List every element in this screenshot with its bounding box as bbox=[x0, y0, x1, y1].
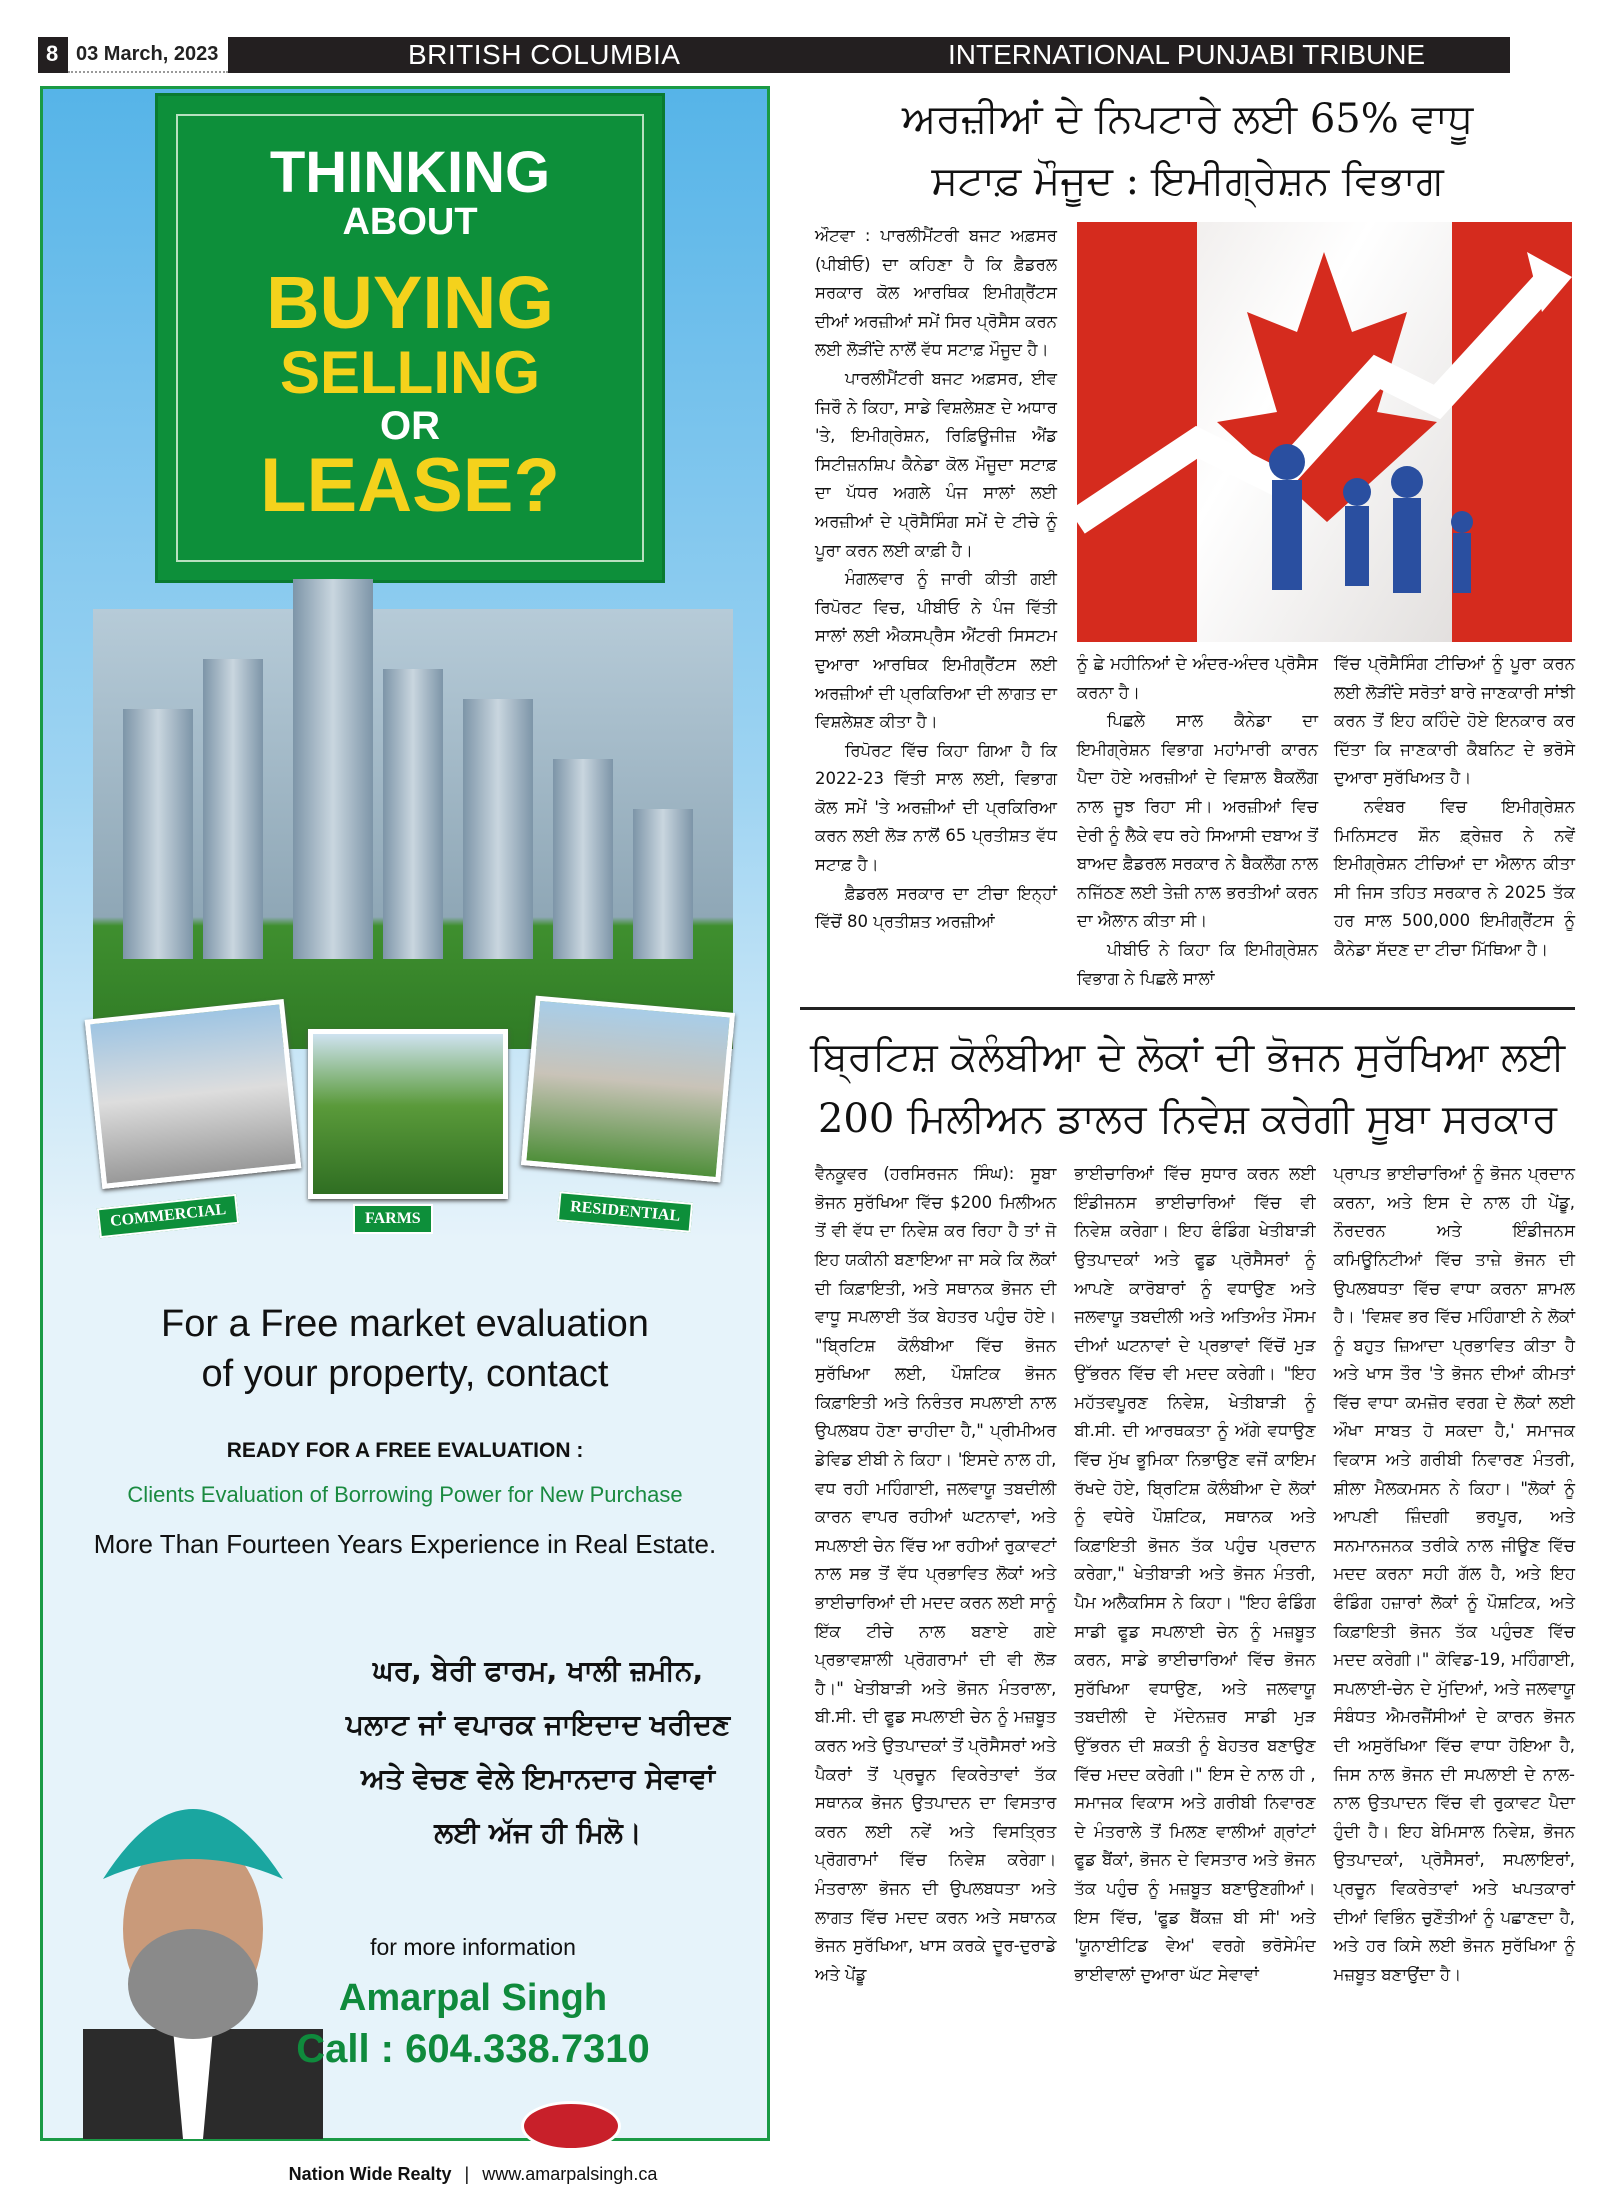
footer-company: Nation Wide Realty bbox=[288, 2164, 452, 2184]
paragraph: ਨਵੰਬਰ ਵਿਚ ਇਮੀਗ੍ਰੇਸ਼ਨ ਮਿਨਿਸਟਰ ਸ਼ੌਨ ਫ਼੍ਰੇਜ਼ਰ ਨੇ ਨਵੇਂ ਇਮੀਗ੍ਰੇਸ਼ਨ ਟੀਚਿਆਂ ਦਾ ਐਲਾਨ ਕੀਤਾ ਸੀ ਜਿਸ ਤਹਿਤ ਸਰਕਾਰ ਨੇ 2025 ਤੱਕ ਹਰ ਸਾਲ 500,000 ਇਮੀਗ੍ਰੈਂਟਸ ਨੂੰ ਕੈਨੇਡਾ ਸੱਦਣ ਦਾ ਟੀਚਾ ਮਿੱਥਿਆ ਹੈ। bbox=[1334, 796, 1575, 959]
experience-line: More Than Fourteen Years Experience in Real Estate. bbox=[93, 1529, 717, 1559]
ad-headline-2: ABOUT bbox=[342, 201, 478, 243]
ready-evaluation: READY FOR A FREE EVALUATION : bbox=[226, 1439, 584, 1462]
paragraph: ਔਟਵਾ : ਪਾਰਲੀਮੈਂਟਰੀ ਬਜਟ ਅਫ਼ਸਰ (ਪੀਬੀਓ) ਦਾ ਕਹਿਣਾ ਹੈ ਕਿ ਫ਼ੈਡਰਲ ਸਰਕਾਰ ਕੋਲ ਆਰਥਿਕ ਇਮੀਗ੍ਰੈਂਟਸ ਦੀਆਂ ਅਰਜ਼ੀਆਂ ਸਮੇਂ ਸਿਰ ਪ੍ਰੋਸੈਸ ਕਰਨ ਲਈ ਲੋੜੀਂਦੇ ਨਾਲੋਂ ਵੱਧ ਸਟਾਫ਼ ਮੌਜੂਦ ਹੈ। bbox=[815, 226, 1057, 360]
article1-headline bbox=[800, 88, 1575, 212]
paragraph: ਪਾਰਲੀਮੈਂਟਰੀ ਬਜਟ ਅਫ਼ਸਰ, ਈਵ ਜਿਰੌ ਨੇ ਕਿਹਾ, ਸਾਡੇ ਵਿਸ਼ਲੇਸ਼ਣ ਦੇ ਅਧਾਰ 'ਤੇ, ਇਮੀਗ੍ਰੇਸ਼ਨ, ਰਿਫ਼ਿਊਜੀਜ਼ ਐਂਡ ਸਿਟੀਜ਼ਨਸ਼ਿਪ ਕੈਨੇਡਾ ਕੋਲ ਮੌਜੂਦਾ ਸਟਾਫ਼ ਦਾ ਪੱਧਰ ਅਗਲੇ ਪੰਜ ਸਾਲਾਂ ਲਈ ਅਰਜ਼ੀਆਂ ਦੇ ਪ੍ਰੋਸੈਸਿੰਗ ਸਮੇਂ ਦੇ ਟੀਚੇ ਨੂੰ ਪੂਰਾ ਕਰਨ ਲਈ ਕਾਫ਼ੀ ਹੈ। bbox=[815, 368, 1057, 560]
ad-punjabi-line: ਲਈ ਅੱਜ ਹੀ ਮਿਲੋ। bbox=[434, 1816, 642, 1849]
paragraph: ਮੰਗਲਵਾਰ ਨੂੰ ਜਾਰੀ ਕੀਤੀ ਗਈ ਰਿਪੋਰਟ ਵਿਚ, ਪੀਬੀਓ ਨੇ ਪੰਜ ਵਿੱਤੀ ਸਾਲਾਂ ਲਈ ਐਕਸਪ੍ਰੈਸ ਐਂਟਰੀ ਸਿਸਟਮ ਦੁਆਰਾ ਆਰਥਿਕ ਇਮੀਗ੍ਰੈਂਟਸ ਲਈ ਅਰਜ਼ੀਆਂ ਦੀ ਪ੍ਰਕਿਰਿਆ ਦੀ ਲਾਗਤ ਦਾ ਵਿਸ਼ਲੇਸ਼ਣ ਕੀਤਾ ਹੈ। bbox=[815, 569, 1057, 732]
ad-sign bbox=[155, 93, 665, 583]
page-header bbox=[38, 37, 1510, 73]
ad-headline-6: LEASE? bbox=[260, 443, 560, 529]
page-number: 8 bbox=[46, 41, 59, 66]
label-farms: FARMS bbox=[353, 1204, 433, 1234]
label-residential: RESIDENTIAL bbox=[557, 1191, 693, 1233]
paragraph: ਵੈਨਕੂਵਰ (ਹਰਸਿਰਜਨ ਸਿੰਘ): ਸੂਬਾ ਭੋਜਨ ਸੁਰੱਖਿਆ ਵਿੱਚ $200 ਮਿਲੀਅਨ ਤੋਂ ਵੀ ਵੱਧ ਦਾ ਨਿਵੇਸ਼ ਕਰ ਰਿਹਾ ਹੈ ਤਾਂ ਜੋ ਇਹ ਯਕੀਨੀ ਬਣਾਇਆ ਜਾ ਸਕੇ ਕਿ ਲੋਕਾਂ ਦੀ ਕਿਫ਼ਾਇਤੀ, ਅਤੇ ਸਥਾਨਕ ਭੋਜਨ ਦੀ ਵਾਧੂ ਸਪਲਾਈ ਤੱਕ ਬੇਹਤਰ ਪਹੁੰਚ ਹੋਏ। "ਬ੍ਰਿਟਿਸ਼ ਕੋਲੰਬੀਆ ਵਿੱਚ ਭੋਜਨ ਸੁਰੱਖਿਆ ਲਈ, ਪੌਸ਼ਟਿਕ ਭੋਜਨ ਕਿਫ਼ਾਇਤੀ ਅਤੇ ਨਿਰੰਤਰ ਸਪਲਾਈ ਨਾਲ ਉਪਲਬਧ ਹੋਣਾ ਚਾਹੀਦਾ ਹੈ," ਪ੍ਰੀਮੀਅਰ ਡੇਵਿਡ ਈਬੀ ਨੇ ਕਿਹਾ। 'ਇਸਦੇ ਨਾਲ ਹੀ, ਵਧ ਰਹੀ ਮਹਿੰਗਾਈ, ਜਲਵਾਯੂ ਤਬਦੀਲੀ ਕਾਰਨ ਵਾਪਰ ਰਹੀਆਂ ਘਟਨਾਵਾਂ, ਅਤੇ ਸਪਲਾਈ ਚੇਨ ਵਿੱਚ ਆ ਰਹੀਆਂ ਰੁਕਾਵਟਾਂ ਨਾਲ ਸਭ ਤੋਂ ਵੱਧ ਪ੍ਰਭਾਵਿਤ ਲੋਕਾਂ ਅਤੇ ਭਾਈਚਾਰਿਆਂ ਦੀ ਮਦਦ ਕਰਨ ਲਈ ਸਾਨੂੰ ਇੱਕ ਟੀਚੇ ਨਾਲ ਬਣਾਏ ਗਏ ਪ੍ਰਭਾਵਸ਼ਾਲੀ ਪ੍ਰੋਗਰਾਮਾਂ ਦੀ ਵੀ ਲੋੜ ਹੈ।" ਖੇਤੀਬਾੜੀ ਅਤੇ ਭੋਜਨ ਮੰਤਰਾਲਾ, ਬੀ.ਸੀ. ਦੀ ਫੂਡ ਸਪਲਾਈ ਚੇਨ ਨੂੰ ਮਜ਼ਬੂਤ ਕਰਨ ਅਤੇ ਉਤਪਾਦਕਾਂ ਤੋਂ ਪ੍ਰੋਸੈਸਰਾਂ ਅਤੇ ਪੈਕਰਾਂ ਤੋਂ ਪ੍ਰਚੂਨ ਵਿਕਰੇਤਾਵਾਂ ਤੱਕ ਸਥਾਨਕ ਭੋਜਨ ਉਤਪਾਦਨ ਦਾ ਵਿਸਤਾਰ ਕਰਨ ਲਈ ਨਵੇਂ ਅਤੇ ਵਿਸਤ੍ਰਿਤ ਪ੍ਰੋਗਰਾਮਾਂ ਵਿੱਚ ਨਿਵੇਸ਼ ਕਰੇਗਾ। ਮੰਤਰਾਲਾ ਭੋਜਨ ਦੀ ਉਪਲਬਧਤਾ ਅਤੇ ਲਾਗਤ ਵਿੱਚ ਮਦਦ ਕਰਨ ਅਤੇ ਸਥਾਨਕ ਭੋਜਨ ਸੁਰੱਖਿਆ, ਖਾਸ ਕਰਕੇ ਦੂਰ-ਦੁਰਾਡੇ ਅਤੇ ਪੇਂਡੂ bbox=[815, 1164, 1057, 1984]
ad-headline-5: OR bbox=[380, 404, 440, 449]
real-estate-ad bbox=[40, 86, 770, 2184]
ad-headline-1: THINKING bbox=[269, 140, 551, 205]
issue-date: 03 March, 2023 bbox=[68, 37, 228, 73]
headline-line: ਸਟਾਫ਼ ਮੌਜੂਦ : ਇਮੀਗ੍ਰੇਸ਼ਨ ਵਿਭਾਗ bbox=[931, 158, 1444, 204]
article2-column-1 bbox=[815, 1160, 1056, 1989]
footer-separator: | bbox=[464, 2164, 470, 2184]
nationwide-logo bbox=[521, 2101, 621, 2151]
newspaper-name: INTERNATIONAL PUNJABI TRIBUNE bbox=[948, 39, 1426, 70]
article2-column-3 bbox=[1334, 1160, 1575, 1989]
paragraph: ਫ਼ੈਡਰਲ ਸਰਕਾਰ ਦਾ ਟੀਚਾ ਇਨ੍ਹਾਂ ਵਿੱਚੋਂ 80 ਪ੍ਰਤੀਸ਼ਤ ਅਰਜ਼ੀਆਂ bbox=[815, 883, 1057, 932]
ad-headline-3: BUYING bbox=[266, 260, 554, 344]
ad-punjabi-text bbox=[313, 1644, 763, 1860]
clients-evaluation: Clients Evaluation of Borrowing Power for New Purchase bbox=[127, 1482, 683, 1507]
article2-body bbox=[800, 1160, 1575, 1989]
headline-line: 200 ਮਿਲੀਅਨ ਡਾਲਰ ਨਿਵੇਸ਼ ਕਰੇਗੀ ਸੂਬਾ ਸਰਕਾਰ bbox=[817, 1096, 1558, 1143]
section-name: BRITISH COLUMBIA bbox=[408, 39, 681, 70]
city-skyline-image bbox=[93, 609, 733, 1049]
paragraph: ਭਾਈਚਾਰਿਆਂ ਵਿੱਚ ਸੁਧਾਰ ਕਰਨ ਲਈ ਇੰਡੀਜਨਸ ਭਾਈਚਾਰਿਆਂ ਵਿੱਚ ਵੀ ਨਿਵੇਸ਼ ਕਰੇਗਾ। ਇਹ ਫੰਡਿੰਗ ਖੇਤੀਬਾੜੀ ਉਤਪਾਦਕਾਂ ਅਤੇ ਫੂਡ ਪ੍ਰੋਸੈਸਰਾਂ ਨੂੰ ਆਪਣੇ ਕਾਰੋਬਾਰਾਂ ਨੂੰ ਵਧਾਉਣ ਅਤੇ ਜਲਵਾਯੂ ਤਬਦੀਲੀ ਅਤੇ ਅਤਿਅੰਤ ਮੌਸਮ ਦੀਆਂ ਘਟਨਾਵਾਂ ਦੇ ਪ੍ਰਭਾਵਾਂ ਵਿੱਚੋਂ ਮੁੜ ਉੱਭਰਨ ਵਿੱਚ ਵੀ ਮਦਦ ਕਰੇਗੀ। "ਇਹ ਮਹੱਤਵਪੂਰਣ ਨਿਵੇਸ਼, ਖੇਤੀਬਾੜੀ ਨੂੰ ਬੀ.ਸੀ. ਦੀ ਆਰਥਕਤਾ ਨੂੰ ਅੱਗੇ ਵਧਾਉਣ ਵਿੱਚ ਮੁੱਖ ਭੂਮਿਕਾ ਨਿਭਾਉਣ ਵਜੋਂ ਕਾਇਮ ਰੱਖਦੇ ਹੋਏ, ਬ੍ਰਿਟਿਸ਼ ਕੋਲੰਬੀਆ ਦੇ ਲੋਕਾਂ ਨੂੰ ਵਧੇਰੇ ਪੌਸ਼ਟਿਕ, ਸਥਾਨਕ ਅਤੇ ਕਿਫ਼ਾਇਤੀ ਭੋਜਨ ਤੱਕ ਪਹੁੰਚ ਪ੍ਰਦਾਨ ਕਰੇਗਾ," ਖੇਤੀਬਾੜੀ ਅਤੇ ਭੋਜਨ ਮੰਤਰੀ, ਪੈਮ ਅਲੈਕਸਿਸ ਨੇ ਕਿਹਾ। "ਇਹ ਫੰਡਿੰਗ ਸਾਡੀ ਫੂਡ ਸਪਲਾਈ ਚੇਨ ਨੂੰ ਮਜ਼ਬੂਤ ਕਰਨ, ਸਾਡੇ ਭਾਈਚਾਰਿਆਂ ਵਿੱਚ ਭੋਜਨ ਸੁਰੱਖਿਆ ਵਧਾਉਣ, ਅਤੇ ਜਲਵਾਯੂ ਤਬਦੀਲੀ ਦੇ ਮੱਦੇਨਜ਼ਰ ਸਾਡੀ ਮੁੜ ਉੱਭਰਨ ਦੀ ਸ਼ਕਤੀ ਨੂੰ ਬੇਹਤਰ ਬਣਾਉਣ ਵਿੱਚ ਮਦਦ ਕਰੇਗੀ।" ਇਸ ਦੇ ਨਾਲ ਹੀ , ਸਮਾਜਕ ਵਿਕਾਸ ਅਤੇ ਗਰੀਬੀ ਨਿਵਾਰਣ ਦੇ ਮੰਤਰਾਲੇ ਤੋਂ ਮਿਲਣ ਵਾਲੀਆਂ ਗ੍ਰਾਂਟਾਂ ਫੂਡ ਬੈਂਕਾਂ, ਭੋਜਨ ਦੇ ਵਿਸਤਾਰ ਅਤੇ ਭੋਜਨ ਤੱਕ ਪਹੁੰਚ ਨੂੰ ਮਜ਼ਬੂਤ ਬਣਾਉਣਗੀਆਂ। ਇਸ ਵਿੱਚ, 'ਫੂਡ ਬੈਂਕਜ਼ ਬੀ ਸੀ' ਅਤੇ 'ਯੂਨਾਈਟਿਡ ਵੇਅ' ਵਰਗੇ ਭਰੋਸੇਮੰਦ ਭਾਈਵਾਲਾਂ ਦੁਆਰਾ ਘੱਟ ਸੇਵਾਵਾਂ bbox=[1074, 1164, 1316, 1984]
footer-url[interactable]: www.amarpalsingh.ca bbox=[482, 2164, 658, 2184]
article2-headline bbox=[800, 1026, 1575, 1150]
more-info: for more information bbox=[370, 1934, 576, 1960]
article1-column-3 bbox=[1334, 650, 1575, 993]
agent-name: Amarpal Singh bbox=[338, 1977, 608, 2019]
commercial-photo bbox=[85, 999, 302, 1189]
article1-column-2 bbox=[1077, 650, 1318, 993]
ad-punjabi-line: ਪਲਾਟ ਜਾਂ ਵਪਾਰਕ ਜਾਇਦਾਦ ਖਰੀਦਣ bbox=[345, 1708, 731, 1741]
paragraph: ਵਿੱਚ ਪ੍ਰੋਸੈਸਿੰਗ ਟੀਚਿਆਂ ਨੂੰ ਪੂਰਾ ਕਰਨ ਲਈ ਲੋੜੀਂਦੇ ਸਰੋਤਾਂ ਬਾਰੇ ਜਾਣਕਾਰੀ ਸਾਂਝੀ ਕਰਨ ਤੋਂ ਇਹ ਕਹਿੰਦੇ ਹੋਏ ਇਨਕਾਰ ਕਰ ਦਿੱਤਾ ਕਿ ਜਾਣਕਾਰੀ ਕੈਬਨਿਟ ਦੇ ਭਰੋਸੇ ਦੁਆਰਾ ਸੁਰੱਖਿਅਤ ਹੈ। bbox=[1334, 654, 1575, 788]
label-commercial: COMMERCIAL bbox=[97, 1194, 240, 1239]
article1-body bbox=[800, 222, 1575, 993]
ad-punjabi-line: ਘਰ, ਬੇਰੀ ਫਾਰਮ, ਖਾਲੀ ਜ਼ਮੀਨ, bbox=[372, 1654, 704, 1687]
articles-area bbox=[800, 88, 1575, 1989]
headline-line: ਬ੍ਰਿਟਿਸ਼ ਕੋਲੰਬੀਆ ਦੇ ਲੋਕਾਂ ਦੀ ਭੋਜਨ ਸੁਰੱਖਿਆ ਲਈ bbox=[809, 1034, 1566, 1081]
residential-photo bbox=[521, 996, 735, 1183]
article2-column-2 bbox=[1074, 1160, 1315, 1989]
canada-immigration-image bbox=[1077, 222, 1572, 642]
headline-line: ਅਰਜ਼ੀਆਂ ਦੇ ਨਿਪਟਾਰੇ ਲਈ 65% ਵਾਧੂ bbox=[901, 96, 1474, 142]
article1-column-1 bbox=[815, 222, 1057, 993]
ad-punjabi-line: ਅਤੇ ਵੇਚਣ ਵੇਲੇ ਇਮਾਨਦਾਰ ਸੇਵਾਵਾਂ bbox=[361, 1762, 715, 1795]
farms-photo bbox=[308, 1029, 508, 1199]
paragraph: ਰਿਪੋਰਟ ਵਿੱਚ ਕਿਹਾ ਗਿਆ ਹੈ ਕਿ 2022-23 ਵਿੱਤੀ ਸਾਲ ਲਈ, ਵਿਭਾਗ ਕੋਲ ਸਮੇਂ 'ਤੇ ਅਰਜ਼ੀਆਂ ਦੀ ਪ੍ਰਕਿਰਿਆ ਕਰਨ ਲਈ ਲੋੜ ਨਾਲੋਂ 65 ਪ੍ਰਤੀਸ਼ਤ ਵੱਧ ਸਟਾਫ਼ ਹੈ। bbox=[815, 740, 1057, 875]
paragraph: ਪੀਬੀਓ ਨੇ ਕਿਹਾ ਕਿ ਇਮੀਗ੍ਰੇਸ਼ਨ ਵਿਭਾਗ ਨੇ ਪਿਛਲੇ ਸਾਲਾਂ bbox=[1077, 939, 1318, 988]
evaluation-line-1: For a Free market evaluation bbox=[161, 1303, 649, 1345]
article-divider bbox=[800, 1007, 1575, 1010]
paragraph: ਪਿਛਲੇ ਸਾਲ ਕੈਨੇਡਾ ਦਾ ਇਮੀਗ੍ਰੇਸ਼ਨ ਵਿਭਾਗ ਮਹਾਂਮਾਰੀ ਕਾਰਨ ਪੈਦਾ ਹੋਏ ਅਰਜ਼ੀਆਂ ਦੇ ਵਿਸ਼ਾਲ ਬੈਕਲੌਗ ਨਾਲ ਜੂਝ ਰਿਹਾ ਸੀ। ਅਰਜ਼ੀਆਂ ਵਿਚ ਦੇਰੀ ਨੂੰ ਲੈਕੇ ਵਧ ਰਹੇ ਸਿਆਸੀ ਦਬਾਅ ਤੋਂ ਬਾਅਦ ਫ਼ੈਡਰਲ ਸਰਕਾਰ ਨੇ ਬੈਕਲੌਗ ਨਾਲ ਨਜਿੱਠਣ ਲਈ ਤੇਜ਼ੀ ਨਾਲ ਭਰਤੀਆਂ ਕਰਨ ਦਾ ਐਲਾਨ ਕੀਤਾ ਸੀ। bbox=[1077, 711, 1318, 931]
paragraph: ਪ੍ਰਾਪਤ ਭਾਈਚਾਰਿਆਂ ਨੂੰ ਭੋਜਨ ਪ੍ਰਦਾਨ ਕਰਨਾ, ਅਤੇ ਇਸ ਦੇ ਨਾਲ ਹੀ ਪੇਂਡੂ, ਨੌਰਦਰਨ ਅਤੇ ਇੰਡੀਜਨਸ ਕਮਿਊਨਿਟੀਆਂ ਵਿੱਚ ਤਾਜ਼ੇ ਭੋਜਨ ਦੀ ਉਪਲਬਧਤਾ ਵਿੱਚ ਵਾਧਾ ਕਰਨਾ ਸ਼ਾਮਲ ਹੈ। 'ਵਿਸ਼ਵ ਭਰ ਵਿੱਚ ਮਹਿੰਗਾਈ ਨੇ ਲੋਕਾਂ ਨੂੰ ਬਹੁਤ ਜ਼ਿਆਦਾ ਪ੍ਰਭਾਵਿਤ ਕੀਤਾ ਹੈ ਅਤੇ ਖਾਸ ਤੌਰ 'ਤੇ ਭੋਜਨ ਦੀਆਂ ਕੀਮਤਾਂ ਵਿੱਚ ਵਾਧਾ ਕਮਜ਼ੋਰ ਵਰਗ ਦੇ ਲੋਕਾਂ ਲਈ ਔਖਾ ਸਾਬਤ ਹੋ ਸਕਦਾ ਹੈ,' ਸਮਾਜਕ ਵਿਕਾਸ ਅਤੇ ਗਰੀਬੀ ਨਿਵਾਰਣ ਮੰਤਰੀ, ਸ਼ੀਲਾ ਮੈਲਕਮਸਨ ਨੇ ਕਿਹਾ। "ਲੋਕਾਂ ਨੂੰ ਆਪਣੀ ਜ਼ਿੰਦਗੀ ਭਰਪੂਰ, ਅਤੇ ਸਨਮਾਨਜਨਕ ਤਰੀਕੇ ਨਾਲ ਜੀਊਣ ਵਿੱਚ ਮਦਦ ਕਰਨਾ ਸਹੀ ਗੱਲ ਹੈ, ਅਤੇ ਇਹ ਫੰਡਿੰਗ ਹਜ਼ਾਰਾਂ ਲੋਕਾਂ ਨੂੰ ਪੌਸ਼ਟਿਕ, ਅਤੇ ਕਿਫ਼ਾਇਤੀ ਭੋਜਨ ਤੱਕ ਪਹੁੰਚਣ ਵਿੱਚ ਮਦਦ ਕਰੇਗੀ।" ਕੋਵਿਡ-19, ਮਹਿੰਗਾਈ, ਸਪਲਾਈ-ਚੇਨ ਦੇ ਮੁੱਦਿਆਂ, ਅਤੇ ਜਲਵਾਯੂ ਸੰਬੰਧਤ ਐਮਰਜੈਂਸੀਆਂ ਦੇ ਕਾਰਨ ਭੋਜਨ ਦੀ ਅਸੁਰੱਖਿਆ ਵਿੱਚ ਵਾਧਾ ਹੋਇਆ ਹੈ, ਜਿਸ ਨਾਲ ਭੋਜਨ ਦੀ ਸਪਲਾਈ ਦੇ ਨਾਲ-ਨਾਲ ਉਤਪਾਦਨ ਵਿੱਚ ਵੀ ਰੁਕਾਵਟ ਪੈਦਾ ਹੁੰਦੀ ਹੈ। ਇਹ ਬੇਮਿਸਾਲ ਨਿਵੇਸ਼, ਭੋਜਨ ਉਤਪਾਦਕਾਂ, ਪ੍ਰੋਸੈਸਰਾਂ, ਸਪਲਾਇਰਾਂ, ਪ੍ਰਚੂਨ ਵਿਕਰੇਤਾਵਾਂ ਅਤੇ ਖਪਤਕਾਰਾਂ ਦੀਆਂ ਵਿਭਿੰਨ ਚੁਣੌਤੀਆਂ ਨੂੰ ਪਛਾਣਦਾ ਹੈ, ਅਤੇ ਹਰ ਕਿਸੇ ਲਈ ਭੋਜਨ ਸੁਰੱਖਿਆ ਨੂੰ ਮਜ਼ਬੂਤ ਬਣਾਉਂਦਾ ਹੈ। bbox=[1333, 1164, 1575, 1984]
ad-headline-4: SELLING bbox=[279, 339, 540, 407]
evaluation-line-2: of your property, contact bbox=[201, 1353, 609, 1395]
paragraph: ਨੂੰ ਛੇ ਮਹੀਨਿਆਂ ਦੇ ਅੰਦਰ-ਅੰਦਰ ਪ੍ਰੋਸੈਸ ਕਰਨਾ ਹੈ। bbox=[1077, 654, 1318, 702]
agent-phone: Call : 604.338.7310 bbox=[296, 2027, 650, 2071]
